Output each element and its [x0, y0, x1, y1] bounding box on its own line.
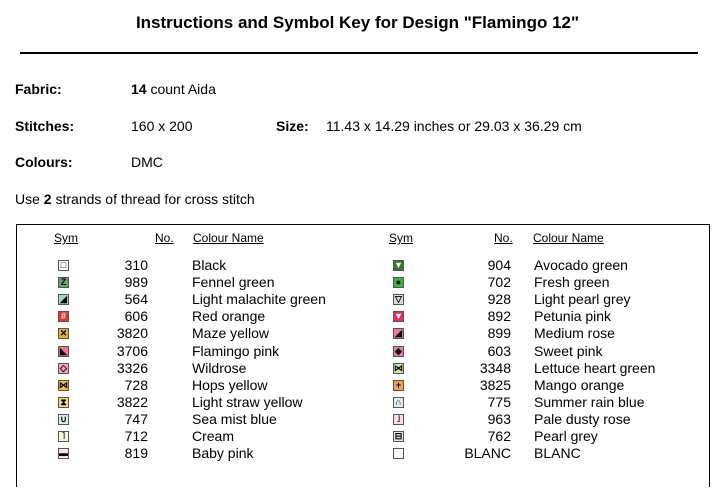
colour-name: Flamingo pink — [192, 342, 280, 359]
colour-name: Red orange — [192, 308, 266, 325]
colour-name: Fennel green — [192, 274, 275, 291]
bowtie-icon: ⋈ — [59, 379, 68, 390]
thread-note — [15, 191, 255, 207]
table-row — [17, 343, 707, 360]
colours-label: Colours: — [15, 154, 73, 170]
dmc-number: 899 — [487, 325, 511, 342]
size-value: 11.43 x 14.29 inches or 29.03 x 36.29 cm — [326, 118, 582, 134]
corner-icon: ˥ — [58, 431, 69, 442]
sym-header-left: Sym — [54, 231, 78, 245]
diamond-outline-icon: ◇ — [58, 363, 69, 374]
table-row — [17, 308, 707, 325]
note-post: strands of thread for cross stitch — [55, 191, 255, 207]
dmc-number: BLANC — [464, 445, 511, 462]
triangle-icon: ◢ — [58, 294, 69, 305]
triangle-down-outline-icon: ▽ — [393, 294, 404, 305]
dmc-number: 702 — [487, 274, 511, 291]
table-row — [17, 428, 707, 445]
stitches-label: Stitches: — [15, 118, 75, 134]
table-row — [17, 445, 707, 462]
dmc-number: 747 — [124, 410, 148, 427]
stitches-value: 160 x 200 — [131, 118, 193, 134]
dmc-number: 762 — [487, 428, 511, 444]
dmc-number: 712 — [124, 428, 148, 444]
table-row — [17, 257, 707, 274]
z-icon: Z — [58, 277, 69, 288]
colour-name: Cream — [192, 428, 235, 444]
triangle-down-icon: ▼ — [394, 311, 403, 322]
plus-icon: + — [393, 380, 404, 391]
dmc-number: 989 — [124, 274, 148, 291]
dmc-number: 3825 — [479, 376, 511, 393]
cup-icon: ∪ — [58, 414, 69, 425]
note-pre: Use — [15, 191, 40, 207]
colour-name: Black — [192, 257, 227, 273]
dmc-number: 3326 — [116, 359, 148, 376]
colour-name: Sea mist blue — [192, 410, 277, 427]
circle-icon: ● — [393, 277, 404, 288]
dmc-number: 819 — [124, 445, 148, 462]
colour-name: Fresh green — [534, 274, 610, 291]
bowtie-icon: ⋈ — [394, 362, 403, 373]
colours-value: DMC — [131, 154, 163, 170]
colour-name: Pale dusty rose — [534, 410, 631, 427]
boxed-minus-icon: ⊟ — [394, 431, 403, 441]
dmc-number: 892 — [487, 308, 511, 325]
triangle-down-icon: ▼ — [394, 260, 403, 270]
dmc-number: 310 — [124, 257, 148, 273]
colour-name: Avocado green — [534, 257, 628, 273]
fabric-type: count Aida — [150, 81, 216, 97]
colour-name: Mango orange — [534, 376, 625, 393]
colour-name: Lettuce heart green — [534, 359, 656, 376]
colour-name: Summer rain blue — [534, 393, 645, 410]
name-header-right: Colour Name — [533, 231, 604, 245]
sym-header-right: Sym — [389, 231, 413, 245]
table-row — [17, 274, 707, 291]
triangle-icon: ◣ — [58, 346, 69, 357]
dmc-number: 728 — [124, 376, 148, 393]
dmc-number: 963 — [487, 410, 511, 427]
fabric-label: Fabric: — [15, 81, 62, 97]
table-row — [17, 394, 707, 411]
colour-name: Hops yellow — [192, 376, 268, 393]
dmc-number: 3820 — [116, 325, 148, 342]
no-header-left: No. — [155, 231, 174, 245]
colour-name: Light straw yellow — [192, 393, 303, 410]
colour-name: Baby pink — [192, 445, 254, 462]
dmc-number: 3348 — [479, 359, 511, 376]
strand-count: 2 — [43, 191, 52, 207]
colour-name: Medium rose — [534, 325, 615, 342]
table-row — [17, 360, 707, 377]
corner-icon: ˩ — [393, 414, 404, 425]
dmc-number: 606 — [124, 308, 148, 325]
colour-name: Light pearl grey — [534, 291, 631, 308]
size-label: Size: — [276, 118, 309, 134]
x-icon: ✕ — [59, 328, 68, 339]
dmc-number: 564 — [124, 291, 148, 308]
dmc-number: 904 — [487, 257, 511, 273]
colour-name: Light malachite green — [192, 291, 326, 308]
name-header-left: Colour Name — [193, 231, 264, 245]
title-divider — [20, 52, 698, 54]
hourglass-icon: ⧗ — [58, 397, 69, 408]
dmc-number: 603 — [487, 342, 511, 359]
fabric-count: 14 — [131, 81, 147, 97]
triangle-icon: ◢ — [393, 328, 404, 339]
colour-name: Wildrose — [192, 359, 247, 376]
page-title: Instructions and Symbol Key for Design "Flamingo 12" — [135, 13, 580, 32]
table-row — [17, 377, 707, 394]
symbol-key-table — [16, 224, 710, 487]
table-row — [17, 291, 707, 308]
fabric-value — [131, 81, 216, 97]
colour-name: Petunia pink — [534, 308, 612, 325]
dmc-number: 3706 — [116, 342, 148, 359]
colour-name: Maze yellow — [192, 325, 270, 342]
colour-name: Pearl grey — [534, 428, 598, 444]
hash-icon: # — [58, 311, 69, 322]
blank-icon — [393, 448, 404, 459]
table-row — [17, 411, 707, 428]
dmc-number: 928 — [487, 291, 511, 308]
colour-name: BLANC — [534, 445, 581, 462]
diamond-icon: ◆ — [393, 346, 404, 357]
square-outline-icon: □ — [58, 260, 69, 271]
colour-name: Sweet pink — [534, 342, 603, 359]
cap-icon: ∩ — [393, 397, 404, 408]
no-header-right: No. — [494, 231, 513, 245]
bar-icon: ▬ — [59, 448, 68, 459]
dmc-number: 775 — [487, 393, 511, 410]
dmc-number: 3822 — [116, 393, 148, 410]
table-row — [17, 325, 707, 342]
